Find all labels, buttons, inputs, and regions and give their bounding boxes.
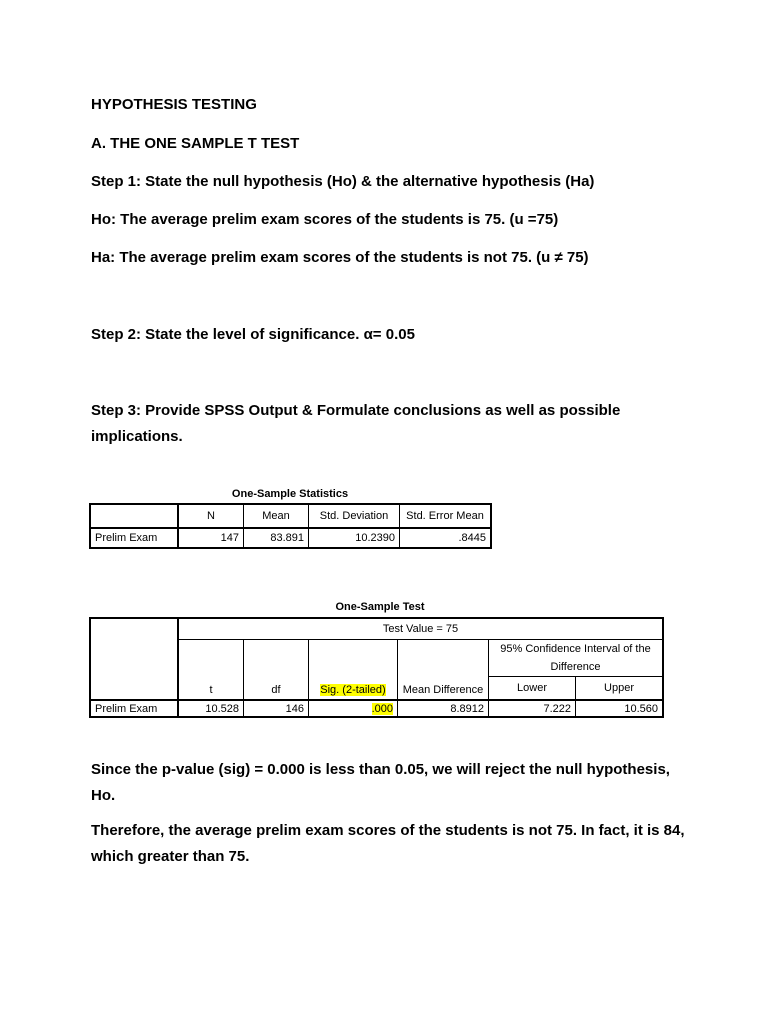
test-header-upper: Upper xyxy=(576,677,664,701)
null-hypothesis: Ho: The average prelim exam scores of the students is 75. (u =75) xyxy=(91,211,559,228)
stats-value-mean: 83.891 xyxy=(244,528,309,548)
stats-row-label: Prelim Exam xyxy=(90,528,178,548)
stats-header-stub xyxy=(90,504,178,528)
test-value-mean-difference: 8.8912 xyxy=(398,700,489,717)
one-sample-test-table xyxy=(89,617,664,718)
test-row-label: Prelim Exam xyxy=(90,700,178,717)
test-value-upper: 10.560 xyxy=(576,700,664,717)
sig-value-highlight: .000 xyxy=(371,702,393,715)
document-heading: HYPOTHESIS TESTING xyxy=(91,96,257,113)
test-header-sig xyxy=(309,640,398,701)
section-title: A. THE ONE SAMPLE T TEST xyxy=(91,135,300,152)
stats-header-std-error-mean: Std. Error Mean xyxy=(400,504,492,528)
test-value-lower: 7.222 xyxy=(489,700,576,717)
conclusion-paragraph-2: Therefore, the average prelim exam scores of the students is not 75. In fact, it is 84, which greater than 75. xyxy=(91,822,685,865)
step-1-text: Step 1: State the null hypothesis (Ho) & the alternative hypothesis (Ha) xyxy=(91,173,595,190)
test-header-t: t xyxy=(178,640,244,701)
table-row xyxy=(90,528,491,548)
conclusion-paragraph-1: Since the p-value (sig) = 0.000 is less than 0.05, we will reject the null hypothesis, Ho. xyxy=(91,761,670,804)
test-value-sig xyxy=(309,700,398,717)
test-value-header: Test Value = 75 xyxy=(178,618,663,640)
stats-header-mean: Mean xyxy=(244,504,309,528)
table-row xyxy=(90,700,663,717)
test-header-df: df xyxy=(244,640,309,701)
step-2-text: Step 2: State the level of significance. α= 0.05 xyxy=(91,326,415,343)
test-header-stub xyxy=(90,618,178,700)
test-value-t: 10.528 xyxy=(178,700,244,717)
sig-header-highlight: Sig. (2-tailed) xyxy=(320,684,386,696)
stats-table-title: One-Sample Statistics xyxy=(231,488,349,500)
alternative-hypothesis: Ha: The average prelim exam scores of the students is not 75. (u ≠ 75) xyxy=(91,249,589,266)
test-value-df: 146 xyxy=(244,700,309,717)
stats-header-std-deviation: Std. Deviation xyxy=(309,504,400,528)
test-header-mean-difference: Mean Difference xyxy=(398,640,489,701)
ci-header-line-1: 95% Confidence Interval of the xyxy=(489,640,664,659)
test-table-title: One-Sample Test xyxy=(335,601,425,613)
stats-value-std-deviation: 10.2390 xyxy=(309,528,400,548)
test-header-lower: Lower xyxy=(489,677,576,701)
step-3-text: Step 3: Provide SPSS Output & Formulate conclusions as well as possible implications. xyxy=(91,402,621,445)
ci-header-line-2: Difference xyxy=(489,658,664,677)
stats-value-n: 147 xyxy=(178,528,244,548)
one-sample-statistics-table xyxy=(89,503,492,549)
stats-header-n: N xyxy=(178,504,244,528)
stats-value-std-error-mean: .8445 xyxy=(400,528,492,548)
